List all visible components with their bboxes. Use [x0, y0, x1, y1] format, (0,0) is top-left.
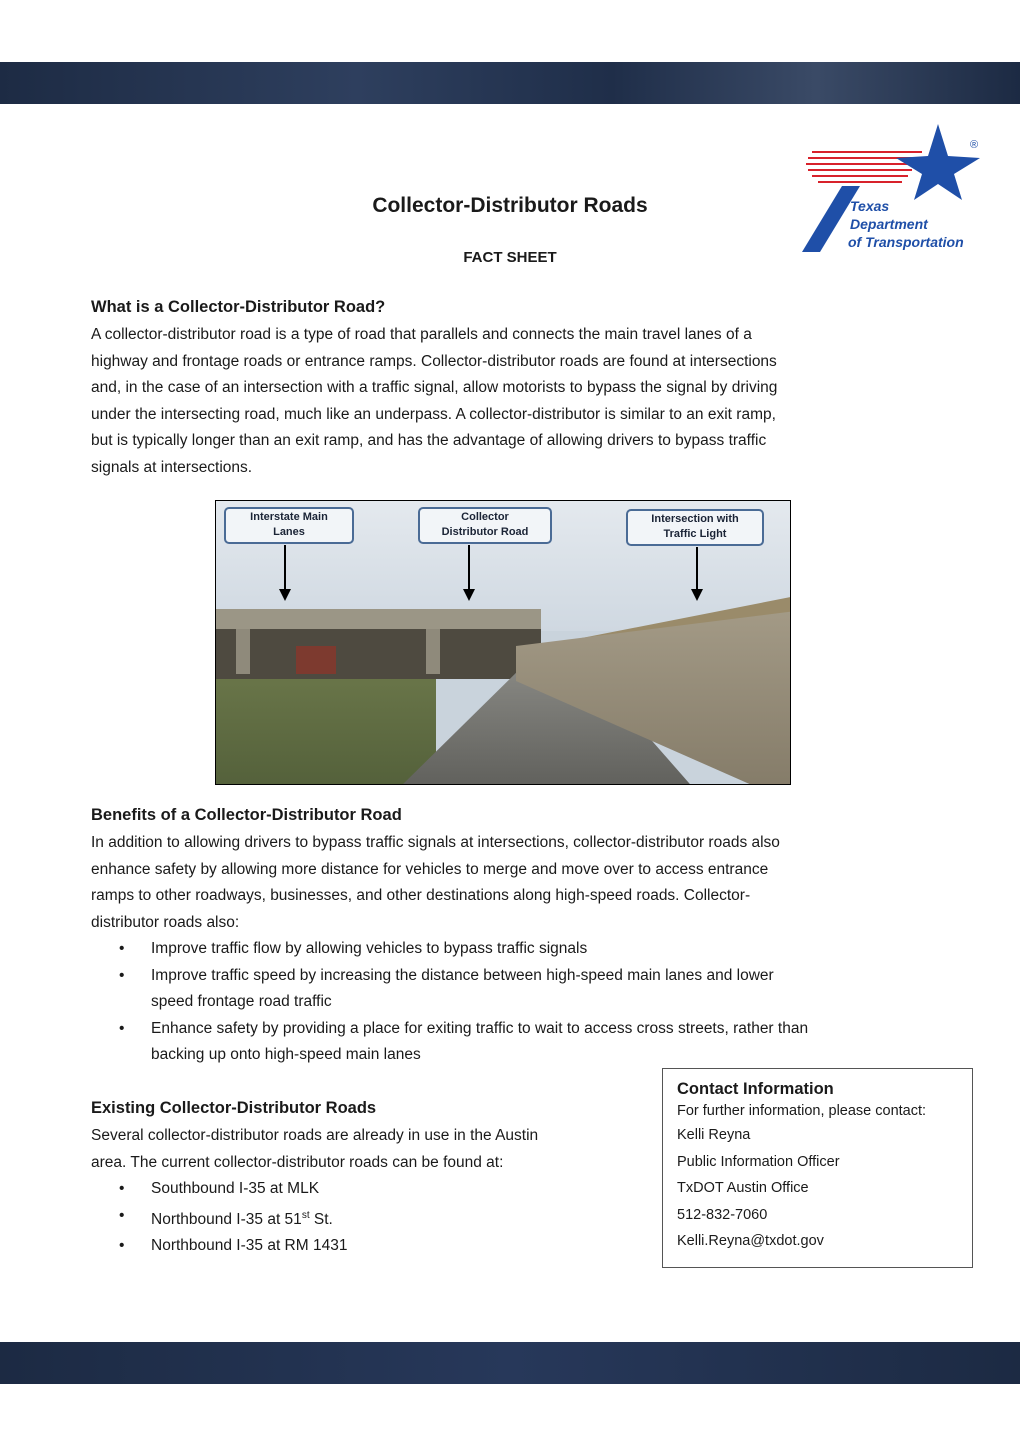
photo-truck [296, 646, 336, 674]
contact-office: TxDOT Austin Office [677, 1180, 809, 1196]
list-item: • Southbound I-35 at MLK [91, 1176, 631, 1203]
callout-collector [418, 507, 552, 544]
arrow-collector [468, 545, 470, 591]
paragraph-line: under the intersecting road, much like an underpass. A collector-distributor is similar to an exit ramp, [91, 405, 776, 423]
callout-line: Lanes [273, 526, 305, 538]
photo-underpass [216, 629, 541, 679]
paragraph-line: and, in the case of an intersection with a traffic signal, allow motorists to bypass the signal by driving [91, 379, 778, 396]
section-paragraph-existing [91, 1123, 651, 1176]
logo-text-department: Department [850, 216, 928, 232]
callout-line: Traffic Light [663, 528, 727, 540]
txdot-logo [802, 122, 988, 254]
contact-name: Kelli Reyna [677, 1127, 751, 1143]
callout-line: Interstate Main [250, 511, 328, 523]
logo-text-transportation: of Transportation [848, 234, 964, 250]
list-item: • Northbound I-35 at RM 1431 [91, 1233, 631, 1260]
footer-band [0, 1342, 1020, 1384]
contact-title: Public Information Officer [677, 1153, 840, 1170]
photo-bridge [216, 609, 541, 629]
section-paragraph-benefits [91, 830, 921, 936]
section-heading-existing: Existing Collector-Distributor Roads [91, 1099, 377, 1117]
arrow-down-icon [279, 589, 291, 601]
section-paragraph-what-is [91, 322, 921, 481]
list-item: • Northbound I-35 at 51st St. [91, 1203, 631, 1234]
arrow-main-lanes [284, 545, 286, 591]
callout-line: Intersection with [651, 513, 739, 525]
callout-intersection [626, 509, 764, 546]
paragraph-line: area. The current collector-distributor roads can be found at: [91, 1153, 504, 1171]
photo-pier [426, 629, 440, 674]
logo-text-texas: Texas [850, 198, 890, 214]
header-band [0, 62, 1020, 104]
contact-box [662, 1068, 973, 1268]
page-subtitle: FACT SHEET [463, 249, 557, 266]
registered-mark: ® [970, 139, 979, 151]
road-photo [215, 500, 791, 785]
paragraph-line: signals at intersections. [91, 458, 253, 476]
contact-heading: Contact Information [677, 1080, 834, 1098]
paragraph-line: ramps to other roadways, businesses, and other destinations along high-speed roads. Collector- [91, 887, 751, 904]
photo-pier [236, 629, 250, 674]
contact-phone: 512-832-7060 [677, 1206, 768, 1223]
paragraph-line: distributor roads also: [91, 913, 240, 931]
arrow-down-icon [463, 589, 475, 601]
list-item: • Improve traffic speed by increasing the distance between high-speed main lanes and lower speed frontage road traffic [91, 963, 951, 1016]
callout-line: Distributor Road [441, 526, 529, 538]
paragraph-line: enhance safety by allowing more distance for vehicles to merge and move over to access entrance [91, 860, 769, 878]
section-heading-what-is: What is a Collector-Distributor Road? [91, 298, 386, 316]
contact-intro: For further information, please contact: [677, 1103, 927, 1119]
paragraph-line: highway and frontage roads or entrance ramps. Collector-distributor roads are found at intersections [91, 352, 777, 370]
callout-line: Collector [461, 511, 509, 523]
locations-list [91, 1176, 631, 1260]
contact-email[interactable]: Kelli.Reyna@txdot.gov [677, 1233, 824, 1249]
callout-main-lanes [224, 507, 354, 544]
benefits-list [91, 936, 951, 1069]
arrow-intersection [696, 547, 698, 591]
arrow-down-icon [691, 589, 703, 601]
paragraph-line: Several collector-distributor roads are already in use in the Austin [91, 1127, 539, 1144]
page-title: Collector-Distributor Roads [372, 194, 648, 217]
paragraph-line: A collector-distributor road is a type of road that parallels and connects the main travel lanes of a [91, 326, 752, 343]
list-item: • Enhance safety by providing a place for exiting traffic to wait to access cross streets, rather than backing up onto high-speed main lanes [91, 1016, 951, 1069]
paragraph-line: In addition to allowing drivers to bypass traffic signals at intersections, collector-distributor roads also [91, 834, 780, 851]
section-heading-benefits: Benefits of a Collector-Distributor Road [91, 806, 402, 824]
paragraph-line: but is typically longer than an exit ramp, and has the advantage of allowing drivers to bypass traffic [91, 432, 767, 449]
list-item: • Improve traffic flow by allowing vehicles to bypass traffic signals [91, 936, 951, 963]
